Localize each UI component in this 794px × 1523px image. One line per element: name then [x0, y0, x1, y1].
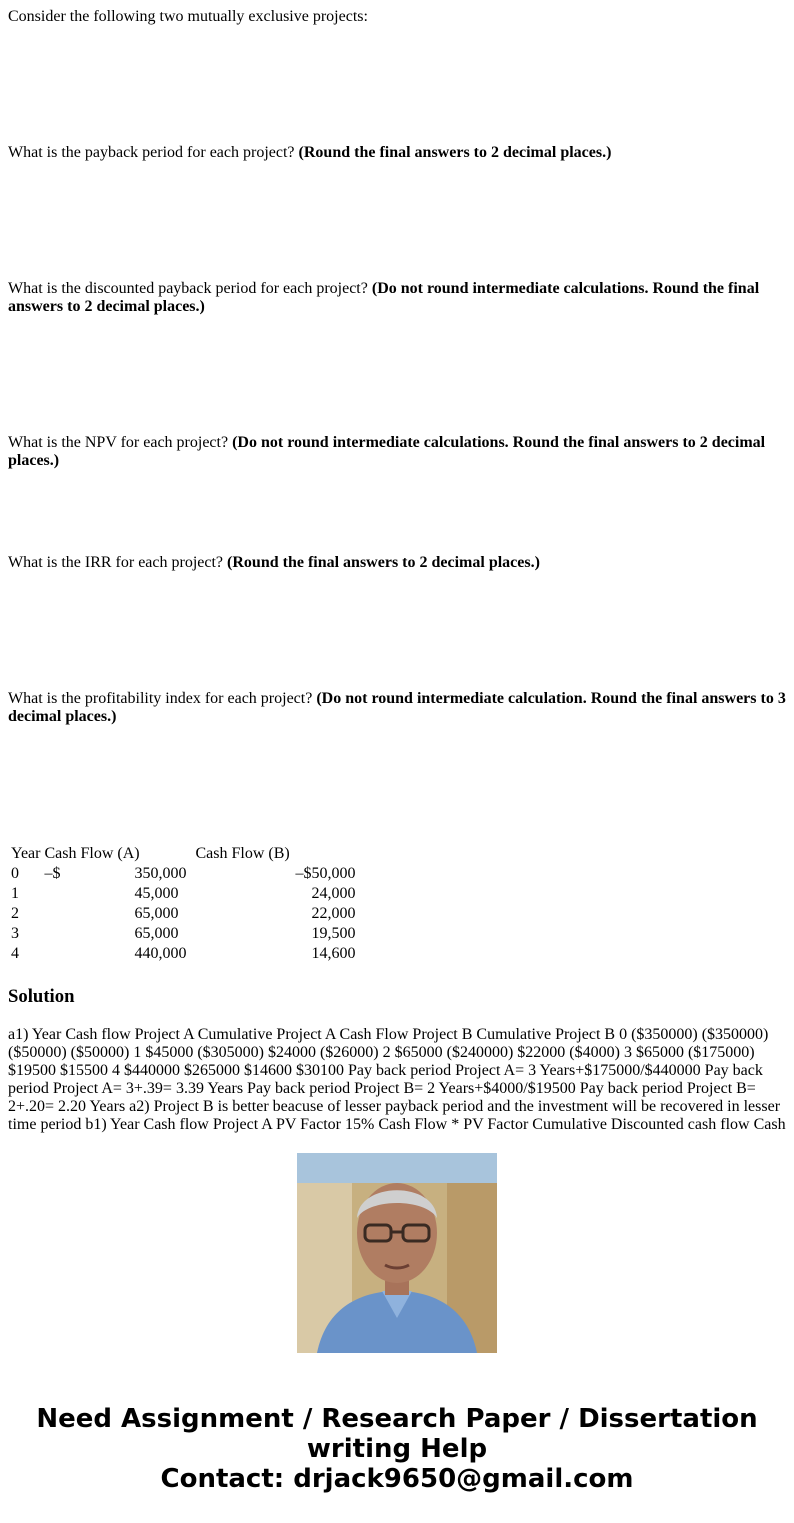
- cell-year: 4: [11, 945, 19, 962]
- irr-question-note: (Round the final answers to 2 decimal places.): [227, 554, 540, 571]
- table-row: [10, 885, 356, 903]
- intro-text: [8, 8, 788, 26]
- cell-b: [194, 945, 356, 963]
- promo-contact: Contact: drjack9650@gmail.com: [160, 1464, 634, 1494]
- solution-text: a1) Year Cash flow Project A Cumulative Project A Cash Flow Project B Cumulative Project B 0 ($350000) ($350000) ($50000) ($50000) 1 $45000 ($305000) $24000 ($26000) 2 $65000 ($240000) $22000 ($4000) 3 $65000 ($175000) $19500 $15500 4 $440000 $265000 $14600 $30100 Pay back period Project A= 3 Years+$175000/$440000 Pay back period Project A= 3+.39= 3.39 Years Pay back period Project B= 2 Years+$4000/$19500 Pay back period Project B= 2+.20= 2.20 Years a2) Project B is better beacuse of lesser payback period and the investment will be recovered in lesser time period b1) Year Cash flow Project A PV Factor 15% Cash Flow * PV Factor Cumulative Discounted cash flow Cash: [8, 1026, 786, 1133]
- cell-a-value: 45,000: [134, 885, 179, 902]
- avatar-portrait: [297, 1153, 497, 1353]
- cell-year: 3: [11, 925, 19, 942]
- cell-a: [43, 865, 192, 883]
- cell-b-value: 50,000: [311, 865, 356, 882]
- payback-question-text: What is the payback period for each project?: [8, 144, 295, 161]
- cell-a-symbol: –$: [44, 865, 61, 882]
- header-cash-flow-b: Cash Flow (B): [195, 845, 290, 862]
- table-row: [10, 925, 356, 943]
- cell-a: [43, 945, 192, 963]
- cell-a-value: 65,000: [134, 905, 179, 922]
- promo-line-1: Need Assignment / Research Paper / Dissertation: [36, 1404, 758, 1434]
- cell-b: [194, 925, 356, 943]
- cell-b-value: 24,000: [311, 885, 356, 902]
- cell-b-symbol: –$: [295, 865, 312, 882]
- cell-a-value: 65,000: [134, 925, 179, 942]
- pi-question-text: What is the profitability index for each project?: [8, 690, 313, 707]
- pi-question: [8, 690, 788, 726]
- discounted-payback-question-text: What is the discounted payback period for each project?: [8, 280, 368, 297]
- discounted-payback-question: [8, 280, 788, 316]
- cell-b-value: 22,000: [311, 905, 356, 922]
- npv-question-text: What is the NPV for each project?: [8, 434, 229, 451]
- cell-a: [43, 885, 192, 903]
- promo-banner: [0, 1404, 794, 1494]
- payback-question: [8, 144, 788, 162]
- promo-line-2: writing Help: [306, 1434, 488, 1464]
- cell-b: [194, 905, 356, 923]
- cash-flow-table: [8, 843, 358, 965]
- cell-a-value: 350,000: [134, 865, 187, 882]
- table-row: [10, 905, 356, 923]
- cell-b: [194, 865, 356, 883]
- npv-question: [8, 434, 788, 470]
- header-year: Year: [11, 845, 41, 862]
- intro-label: Consider the following two mutually exclusive projects:: [8, 8, 368, 25]
- discounted-payback-question-note: (Do not round intermediate calculations. Round the final answers to 2 decimal places.): [8, 280, 760, 315]
- solution-heading: Solution: [8, 986, 75, 1007]
- irr-question-text: What is the IRR for each project?: [8, 554, 224, 571]
- payback-question-note: (Round the final answers to 2 decimal places.): [298, 144, 612, 161]
- cell-a: [43, 925, 192, 943]
- cell-a: [43, 905, 192, 923]
- irr-question: [8, 554, 788, 572]
- npv-question-note: (Do not round intermediate calculations. Round the final answers to 2 decimal places.): [8, 434, 766, 469]
- cell-b: [194, 885, 356, 903]
- cell-year: 2: [11, 905, 19, 922]
- table-header-row: [10, 845, 356, 863]
- table-row: [10, 945, 356, 963]
- cell-year: 1: [11, 885, 19, 902]
- cell-b-value: 14,600: [311, 945, 356, 962]
- pi-question-note: (Do not round intermediate calculation. Round the final answers to 3 decimal places.): [8, 690, 786, 725]
- table-row: [10, 865, 356, 883]
- header-cash-flow-a: Cash Flow (A): [44, 845, 140, 862]
- cell-b-value: 19,500: [311, 925, 356, 942]
- cell-year: 0: [11, 865, 19, 882]
- cell-a-value: 440,000: [134, 945, 187, 962]
- avatar: [297, 1153, 497, 1353]
